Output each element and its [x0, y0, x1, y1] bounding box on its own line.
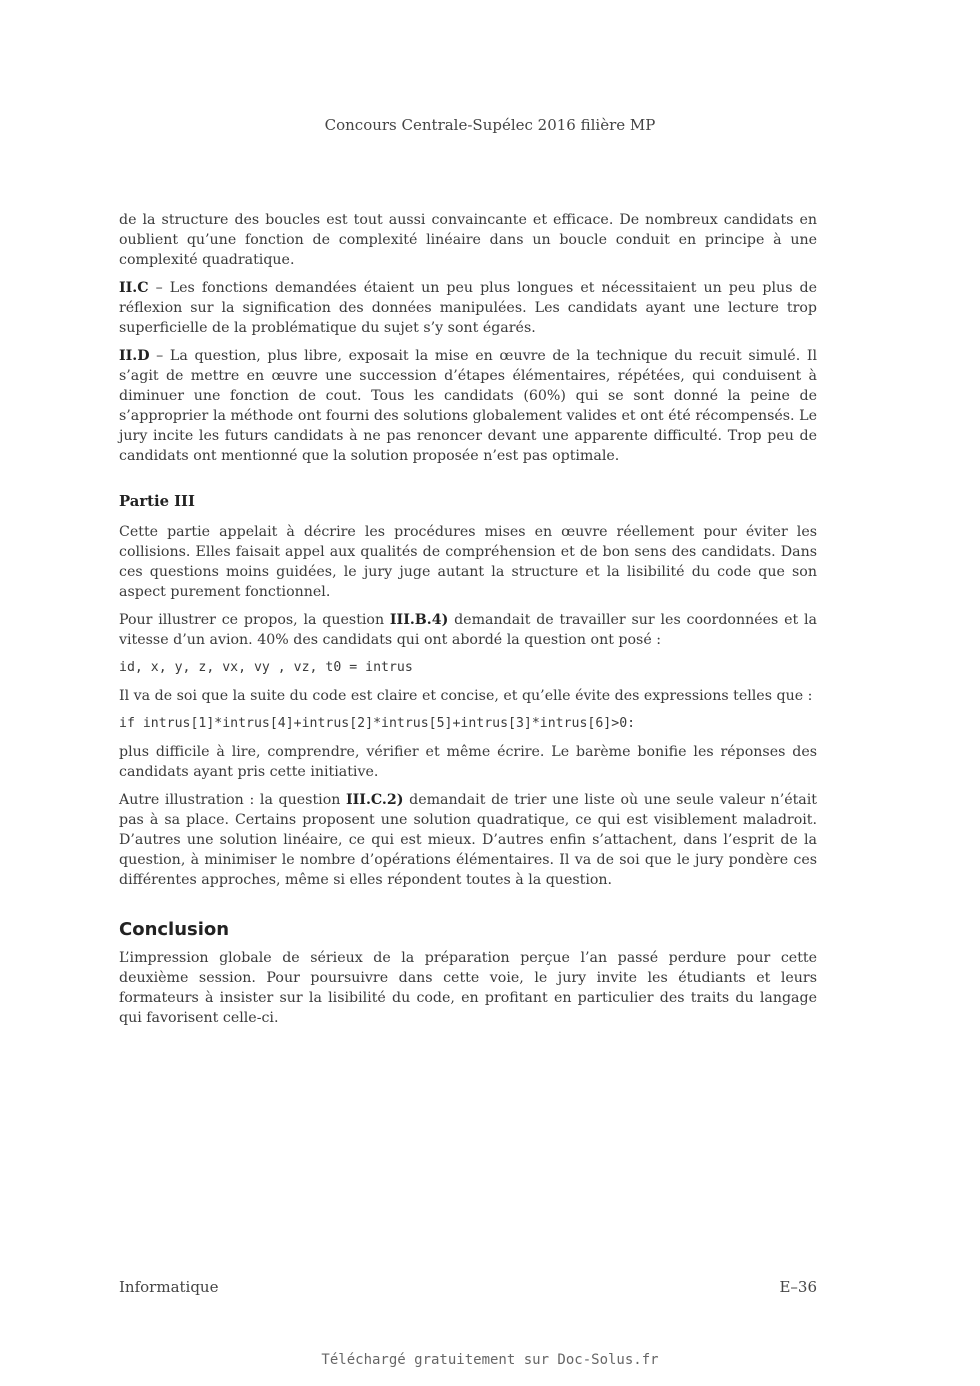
paragraph — [119, 610, 817, 650]
paragraph: de la structure des boucles est tout aussi convaincante et efficace. De nombreux candidats en oublient qu’une fonction de complexité linéaire dans un boucle conduit en principe à une complexité quadratique. — [119, 212, 817, 268]
paragraph-II-D — [119, 346, 817, 466]
paragraph: L’impression globale de sérieux de la préparation perçue l’an passé perdure pour cette deuxième session. Pour poursuivre dans cette voie, le jury invite les étudiants et leurs formateurs à insister sur la lisibilité du code, en profitant en particulier des traits du langage qui favorisent celle-ci. — [119, 950, 817, 1026]
paragraph-text: Autre illustration : la question — [119, 792, 347, 808]
document-body — [119, 210, 817, 1036]
paragraph: plus difficile à lire, comprendre, vérifier et même écrire. Le barème bonifie les réponses des candidats ayant pris cette initiative. — [119, 744, 817, 780]
footer-subject: Informatique — [119, 1278, 219, 1296]
section-label: II.C — [119, 280, 149, 296]
paragraph-text: demandait de travailler sur les coordonnées et la vitesse d’un avion. 40% des candidats qui ont abordé la question ont posé : — [119, 612, 818, 648]
code-snippet: if intrus[1]*intrus[4]+intrus[2]*intrus[5]+intrus[3]*intrus[6]>0: — [119, 716, 636, 731]
paragraph-II-C — [119, 278, 817, 338]
section-label: II.D — [119, 348, 150, 364]
paragraph — [119, 790, 817, 890]
paragraph-text: demandait de trier une liste où une seule valeur n’était pas à sa place. Certains proposent une solution quadratique, ce qui est visiblement maladroit. D’autres une solution linéaire, ce qui est mieux. D’autres enfin s’attachent, dans l’esprit de la question, à minimiser le nombre d’opérations élémentaires. Il va de soi que le jury pondère ces différentes approches, même si elles répondent toutes à la question. — [119, 792, 817, 888]
paragraph-text: – La question, plus libre, exposait la mise en œuvre de la technique du recuit simulé. Il s’agit de mettre en œuvre une succession d’étapes élémentaires, répétées, qui conduisent à diminuer une fonction de cout. Tous les candidats (60%) qui se sont donné la peine de s’approprier la méthode ont fourni des solutions globalement valides et ont été récompensés. Le jury incite les futurs candidats à ne pas renoncer devant une apparente difficulté. Trop peu de candidats ont mentionné que la solution proposée n’est pas optimale. — [119, 348, 817, 464]
page-header: Concours Centrale-Supélec 2016 filière MP — [324, 116, 656, 134]
section-title-conclusion: Conclusion — [119, 919, 230, 940]
code-snippet: id, x, y, z, vx, vy , vz, t0 = intrus — [119, 660, 413, 675]
paragraph: Il va de soi que la suite du code est claire et concise, et qu’elle évite des expressions telles que : — [119, 688, 813, 704]
section-title-partie-III: Partie III — [119, 493, 195, 510]
paragraph-text: Pour illustrer ce propos, la question — [119, 612, 390, 628]
paragraph-text: – Les fonctions demandées étaient un peu plus longues et nécessitaient un peu plus de réflexion sur la signification des données manipulées. Les candidats ayant une lecture trop superficielle de la problématique du sujet s’y sont égarés. — [119, 280, 817, 336]
footer-page-number: E–36 — [779, 1278, 817, 1296]
watermark: Téléchargé gratuitement sur Doc-Solus.fr — [321, 1352, 659, 1368]
question-ref: III.C.2) — [346, 792, 404, 808]
paragraph: Cette partie appelait à décrire les procédures mises en œuvre réellement pour éviter les collisions. Elles faisait appel aux qualités de compréhension et de bon sens des candidats. Dans ces questions moins guidées, le jury juge autant la structure et la lisibilité du code que son aspect purement fonctionnel. — [119, 524, 817, 600]
question-ref: III.B.4) — [389, 612, 449, 628]
